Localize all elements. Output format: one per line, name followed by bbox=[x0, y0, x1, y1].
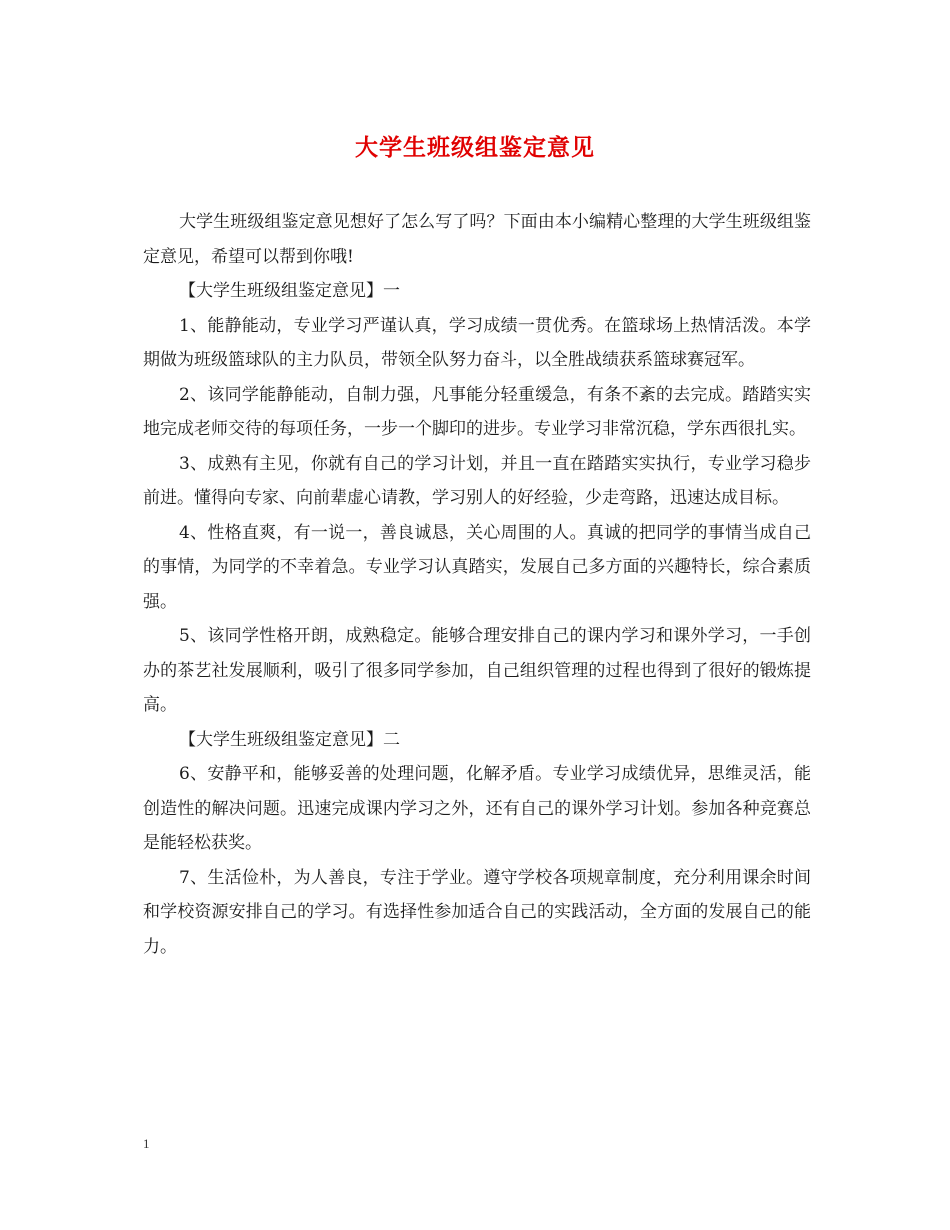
paragraph-item-5: 5、该同学性格开朗，成熟稳定。能够合理安排自己的课内学习和课外学习，一手创办的茶艺社发展顺利，吸引了很多同学参加，自己组织管理的过程也得到了很好的锻炼提高。 bbox=[143, 626, 811, 715]
page-number: 1 bbox=[143, 1136, 150, 1151]
section-heading-2: 【大学生班级组鉴定意见】二 bbox=[179, 729, 400, 750]
document-body bbox=[143, 205, 811, 964]
page-title: 大学生班级组鉴定意见 bbox=[355, 134, 595, 161]
intro-paragraph: 大学生班级组鉴定意见想好了怎么写了吗？下面由本小编精心整理的大学生班级组鉴定意见，希望可以帮到你哦! bbox=[143, 212, 811, 267]
paragraph-item-4: 4、性格直爽，有一说一，善良诚恳，关心周围的人。真诚的把同学的事情当成自己的事情，为同学的不幸着急。专业学习认真踏实，发展自己多方面的兴趣特长，综合素质强。 bbox=[143, 522, 811, 612]
paragraph-item-6: 6、安静平和，能够妥善的处理问题，化解矛盾。专业学习成绩优异，思维灵活，能创造性的解决问题。迅速完成课内学习之外，还有自己的课外学习计划。参加各种竞赛总是能轻松获奖。 bbox=[143, 764, 811, 853]
section-heading-1: 【大学生班级组鉴定意见】一 bbox=[179, 281, 400, 301]
paragraph-item-7: 7、生活俭朴，为人善良，专注于学业。遵守学校各项规章制度，充分利用课余时间和学校资源安排自己的学习。有选择性参加适合自己的实践活动，全方面的发展自己的能力。 bbox=[143, 867, 811, 957]
paragraph-item-2: 2、该同学能静能动，自制力强，凡事能分轻重缓急，有条不紊的去完成。踏踏实实地完成老师交待的每项任务，一步一个脚印的进步。专业学习非常沉稳，学东西很扎实。 bbox=[143, 384, 811, 439]
paragraph-item-1: 1、能静能动，专业学习严谨认真，学习成绩一贯优秀。在篮球场上热情活泼。本学期做为班级篮球队的主力队员，带领全队努力奋斗，以全胜战绩获系篮球赛冠军。 bbox=[143, 315, 811, 370]
paragraph-item-3: 3、成熟有主见，你就有自己的学习计划，并且一直在踏踏实实执行，专业学习稳步前进。懂得向专家、向前辈虚心请教，学习别人的好经验，少走弯路，迅速达成目标。 bbox=[143, 453, 811, 508]
